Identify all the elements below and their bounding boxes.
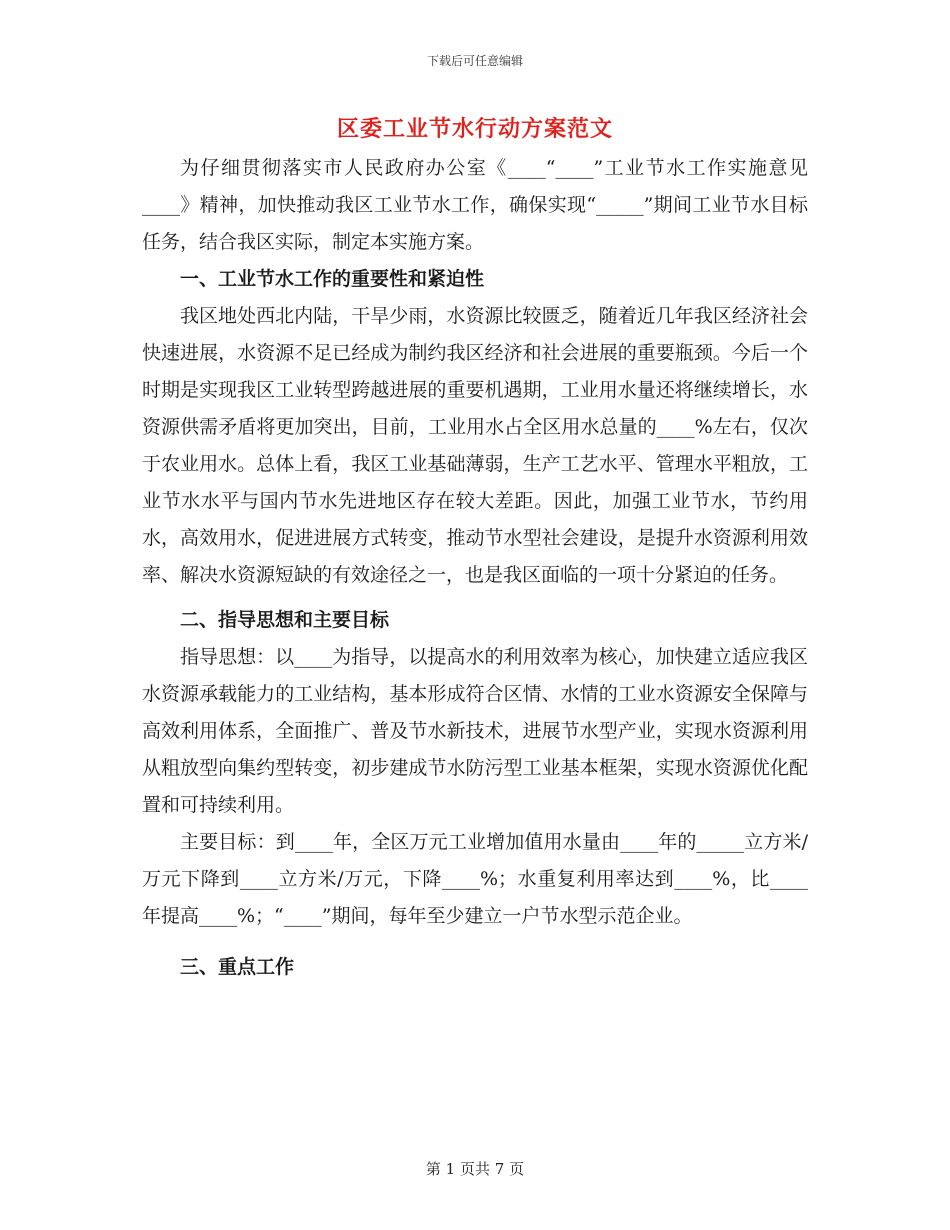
- document-body: [142, 150, 808, 986]
- section-heading-2: 二、指导思想和主要目标: [180, 609, 390, 631]
- main-goal-paragraph: 主要目标：到____年，全区万元工业增加值用水量由____年的_____立方米/万元下降到____立方米/万元，下降____%；水重复利用率达到____%，比____年提高____%；“____”期间，每年至少建立一户节水型示范企业。: [142, 831, 808, 927]
- page-number: 第 1 页共 7 页: [425, 1160, 525, 1178]
- header-note: 下载后可任意编辑: [426, 54, 523, 68]
- intro-paragraph: 为仔细贯彻落实市人民政府办公室《____“____”工业节水工作实施意见____》精神，加快推动我区工业节水工作，确保实现“_____”期间工业节水目标任务，结合我区实际，制定本实施方案。: [142, 157, 808, 253]
- section-heading-3: 三、重点工作: [180, 956, 295, 978]
- section-heading-1: 一、工业节水工作的重要性和紧迫性: [180, 268, 485, 290]
- guiding-thought-paragraph: 指导思想：以____为指导，以提高水的利用效率为核心，加快建立适应我区水资源承载能力的工业结构，基本形成符合区情、水情的工业水资源安全保障与高效利用体系，全面推广、普及节水新技术，进展节水型产业，实现水资源利用从粗放型向集约型转变，初步建成节水防污型工业基本框架，实现水资源优化配置和可持续利用。: [142, 646, 808, 816]
- document-title: 区委工业节水行动方案范文: [336, 116, 613, 142]
- section-1-paragraph: 我区地处西北内陆，干旱少雨，水资源比较匮乏，随着近几年我区经济社会快速进展，水资源不足已经成为制约我区经济和社会进展的重要瓶颈。今后一个时期是实现我区工业转型跨越进展的重要机遇期，工业用水量还将继续增长，水资源供需矛盾将更加突出，目前，工业用水占全区用水总量的____%左右，仅次于农业用水。总体上看，我区工业基础薄弱，生产工艺水平、管理水平粗放，工业节水水平与国内节水先进地区存在较大差距。因此，加强工业节水，节约用水，高效用水，促进进展方式转变，推动节水型社会建设，是提升水资源利用效率、解决水资源短缺的有效途径之一，也是我区面临的一项十分紧迫的任务。: [142, 305, 808, 586]
